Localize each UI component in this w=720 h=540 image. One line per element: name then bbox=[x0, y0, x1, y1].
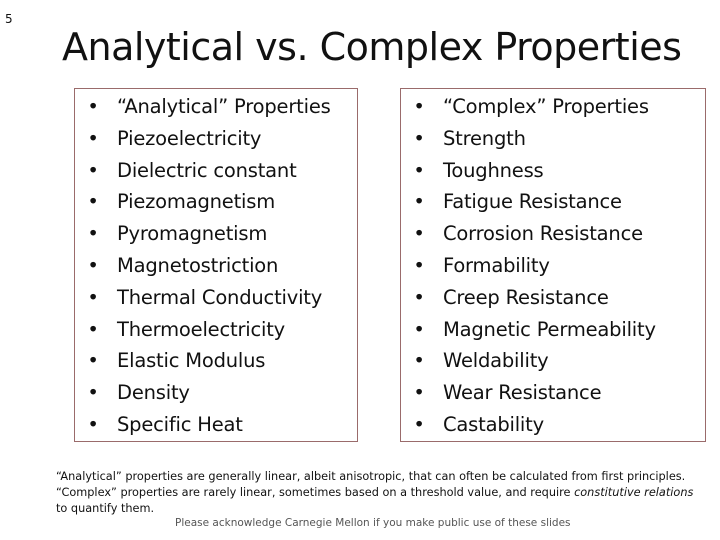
acknowledgement-note: Please acknowledge Carnegie Mellon if you make public use of these slides bbox=[175, 517, 571, 529]
bullet-icon: • bbox=[413, 381, 425, 405]
list-item bbox=[85, 97, 353, 129]
list-item bbox=[411, 383, 701, 415]
list-item-label: Castability bbox=[443, 412, 544, 436]
footer-line-1: “Analytical” properties are generally linear, albeit anisotropic, that can often be calculated from first principles. bbox=[56, 470, 686, 483]
list-item bbox=[85, 412, 353, 447]
slide-title: Analytical vs. Complex Properties bbox=[62, 25, 682, 69]
list-item-label: Piezomagnetism bbox=[117, 190, 276, 214]
list-item bbox=[85, 126, 353, 161]
list-item bbox=[411, 224, 701, 256]
bullet-icon: • bbox=[413, 190, 425, 214]
list-item bbox=[411, 158, 701, 193]
bullet-icon: • bbox=[413, 349, 425, 373]
list-item-label: Pyromagnetism bbox=[117, 222, 268, 246]
list-item bbox=[85, 224, 353, 256]
bullet-icon: • bbox=[87, 349, 99, 373]
bullet-icon: • bbox=[413, 412, 425, 436]
bullet-icon: • bbox=[87, 158, 99, 182]
bullet-icon: • bbox=[87, 412, 99, 436]
bullet-icon: • bbox=[413, 95, 425, 118]
list-item bbox=[85, 158, 353, 193]
footer-line-2-italic: constitutive relations bbox=[574, 486, 694, 499]
bullet-icon: • bbox=[413, 158, 425, 182]
list-item bbox=[85, 253, 353, 288]
slide-number: 5 bbox=[5, 12, 13, 26]
list-item-label: Specific Heat bbox=[117, 412, 243, 436]
list-item-label: Wear Resistance bbox=[443, 381, 602, 405]
bullet-icon: • bbox=[87, 126, 99, 150]
list-item bbox=[411, 317, 701, 352]
bullet-icon: • bbox=[87, 190, 99, 214]
list-item-label: “Complex” Properties bbox=[443, 95, 649, 118]
list-item-label: Strength bbox=[443, 126, 526, 150]
list-item-label: Formability bbox=[443, 253, 550, 277]
bullet-icon: • bbox=[87, 285, 99, 309]
analytical-properties-box bbox=[74, 88, 358, 442]
list-item-label: “Analytical” Properties bbox=[117, 95, 331, 118]
list-item-label: Piezoelectricity bbox=[117, 126, 262, 150]
bullet-icon: • bbox=[413, 126, 425, 150]
list-item bbox=[411, 192, 701, 224]
bullet-icon: • bbox=[87, 381, 99, 405]
list-item bbox=[85, 285, 353, 320]
list-item-label: Corrosion Resistance bbox=[443, 222, 643, 246]
list-item-label: Thermoelectricity bbox=[117, 317, 286, 341]
list-item-label: Fatigue Resistance bbox=[443, 190, 622, 214]
footer-note bbox=[56, 469, 716, 517]
list-item-label: Density bbox=[117, 381, 190, 405]
bullet-icon: • bbox=[87, 253, 99, 277]
list-item-label: Creep Resistance bbox=[443, 285, 609, 309]
list-item bbox=[85, 351, 353, 383]
list-item bbox=[411, 412, 701, 447]
list-item-label: Magnetostriction bbox=[117, 253, 279, 277]
bullet-icon: • bbox=[413, 285, 425, 309]
list-item bbox=[411, 351, 701, 383]
bullet-icon: • bbox=[87, 222, 99, 246]
bullet-icon: • bbox=[87, 95, 99, 118]
list-item bbox=[85, 192, 353, 224]
list-item bbox=[411, 253, 701, 288]
footer-line-2-text: “Complex” properties are rarely linear, sometimes based on a threshold value, and require bbox=[56, 486, 575, 499]
list-item bbox=[85, 383, 353, 415]
footer-line-3: to quantify them. bbox=[56, 502, 155, 515]
footer-line-2 bbox=[56, 485, 716, 501]
list-item-label: Dielectric constant bbox=[117, 158, 297, 182]
list-item-label: Elastic Modulus bbox=[117, 349, 266, 373]
list-item-label: Thermal Conductivity bbox=[117, 285, 323, 309]
list-item-label: Magnetic Permeability bbox=[443, 317, 656, 341]
list-item-label: Weldability bbox=[443, 349, 549, 373]
list-item-label: Toughness bbox=[443, 158, 544, 182]
bullet-icon: • bbox=[413, 253, 425, 277]
bullet-icon: • bbox=[413, 317, 425, 341]
analytical-properties-list bbox=[85, 97, 353, 447]
list-item bbox=[411, 285, 701, 320]
complex-properties-list bbox=[411, 97, 701, 447]
bullet-icon: • bbox=[87, 317, 99, 341]
complex-properties-box bbox=[400, 88, 706, 442]
list-item bbox=[85, 317, 353, 352]
list-item bbox=[411, 97, 701, 129]
list-item bbox=[411, 126, 701, 161]
bullet-icon: • bbox=[413, 222, 425, 246]
